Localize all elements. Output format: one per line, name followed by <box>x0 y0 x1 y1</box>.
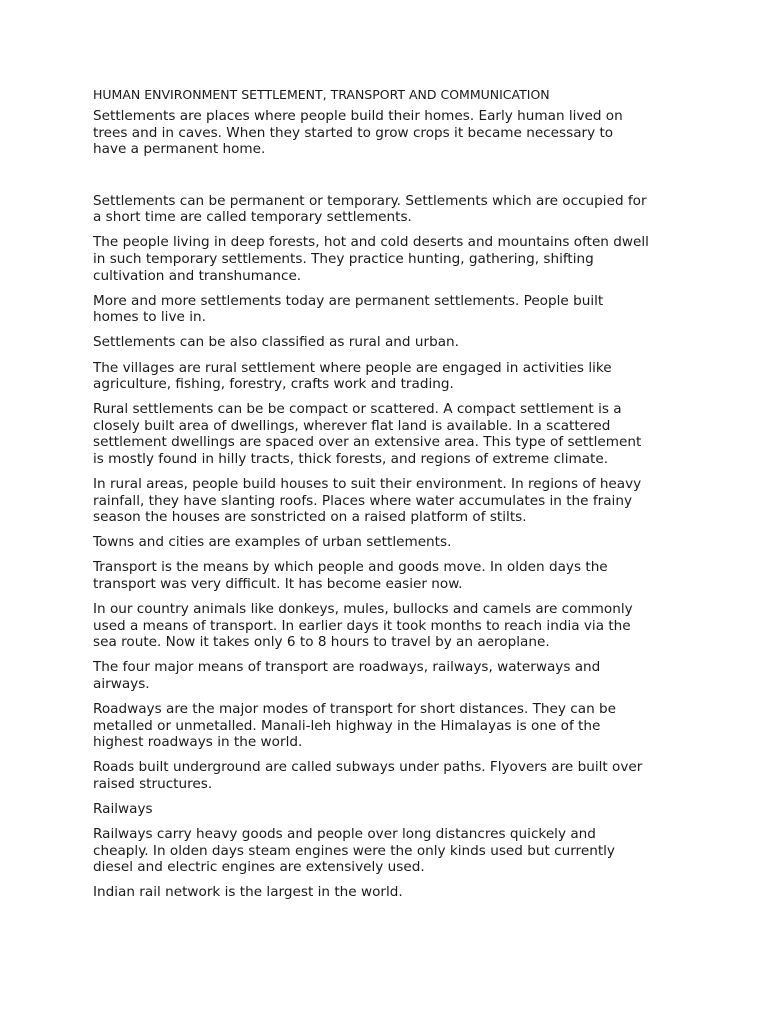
paragraph-transport-intro: Transport is the means by which people and goods move. In olden days the transport was very difficult. It has become easier now. <box>93 559 608 593</box>
document-title: HUMAN ENVIRONMENT SETTLEMENT, TRANSPORT AND COMMUNICATION <box>93 87 550 102</box>
paragraph-roadways: Roadways are the major modes of transport for short distances. They can be metalled or unmetalled. Manali-leh highway in the Himalayas is one of the highest roadways in the world. <box>93 701 617 751</box>
paragraph-transport-animals: In our country animals like donkeys, mules, bullocks and camels are commonly used a means of transport. In earlier days it took months to reach india via the sea route. Now it takes only 6 to 8 hours to travel by an aeroplane. <box>93 601 633 651</box>
paragraph-permanent-settlements: More and more settlements today are permanent settlements. People built homes to live in. <box>93 292 604 326</box>
paragraph-villages: The villages are rural settlement where people are engaged in activities like agriculture, fishing, forestry, crafts work and trading. <box>93 359 612 393</box>
paragraph-transport-means: The four major means of transport are roadways, railways, waterways and airways. <box>93 659 601 693</box>
paragraph-compact-scattered: Rural settlements can be be compact or scattered. A compact settlement is a closely built area of dwellings, wherever flat land is available. In a scattered settlement dwellings are spaced over an extensive area. This type of settlement is mostly found in hilly tracts, thick forests, and regions of extreme climate. <box>93 401 642 467</box>
paragraph-settlements-intro: Settlements are places where people build their homes. Early human lived on trees and in caves. When they started to grow crops it became necessary to have a permanent home. <box>93 108 623 158</box>
paragraph-rail-network: Indian rail network is the largest in the world. <box>93 884 403 901</box>
paragraph-temporary-dwellers: The people living in deep forests, hot and cold deserts and mountains often dwell in such temporary settlements. They practice hunting, gathering, shifting cultivation and transhumance. <box>93 234 649 284</box>
paragraph-urban-settlements: Towns and cities are examples of urban settlements. <box>93 534 452 551</box>
paragraph-rural-houses: In rural areas, people build houses to suit their environment. In regions of heavy rainfall, they have slanting roofs. Places where water accumulates in the frainy season the houses are sonstricted on a raised platform of stilts. <box>93 476 642 526</box>
paragraph-permanent-temporary: Settlements can be permanent or temporary. Settlements which are occupied for a short time are called temporary settlements. <box>93 192 647 226</box>
paragraph-railways: Railways carry heavy goods and people over long distancres quickely and cheaply. In olden days steam engines were the only kinds used but currently diesel and electric engines are extensively used. <box>93 826 615 876</box>
paragraph-subways: Roads built underground are called subways under paths. Flyovers are built over raised structures. <box>93 759 643 792</box>
paragraph-rural-urban: Settlements can be also classified as rural and urban. <box>93 334 459 351</box>
document-page <box>93 86 683 910</box>
section-heading-railways: Railways <box>93 801 153 818</box>
